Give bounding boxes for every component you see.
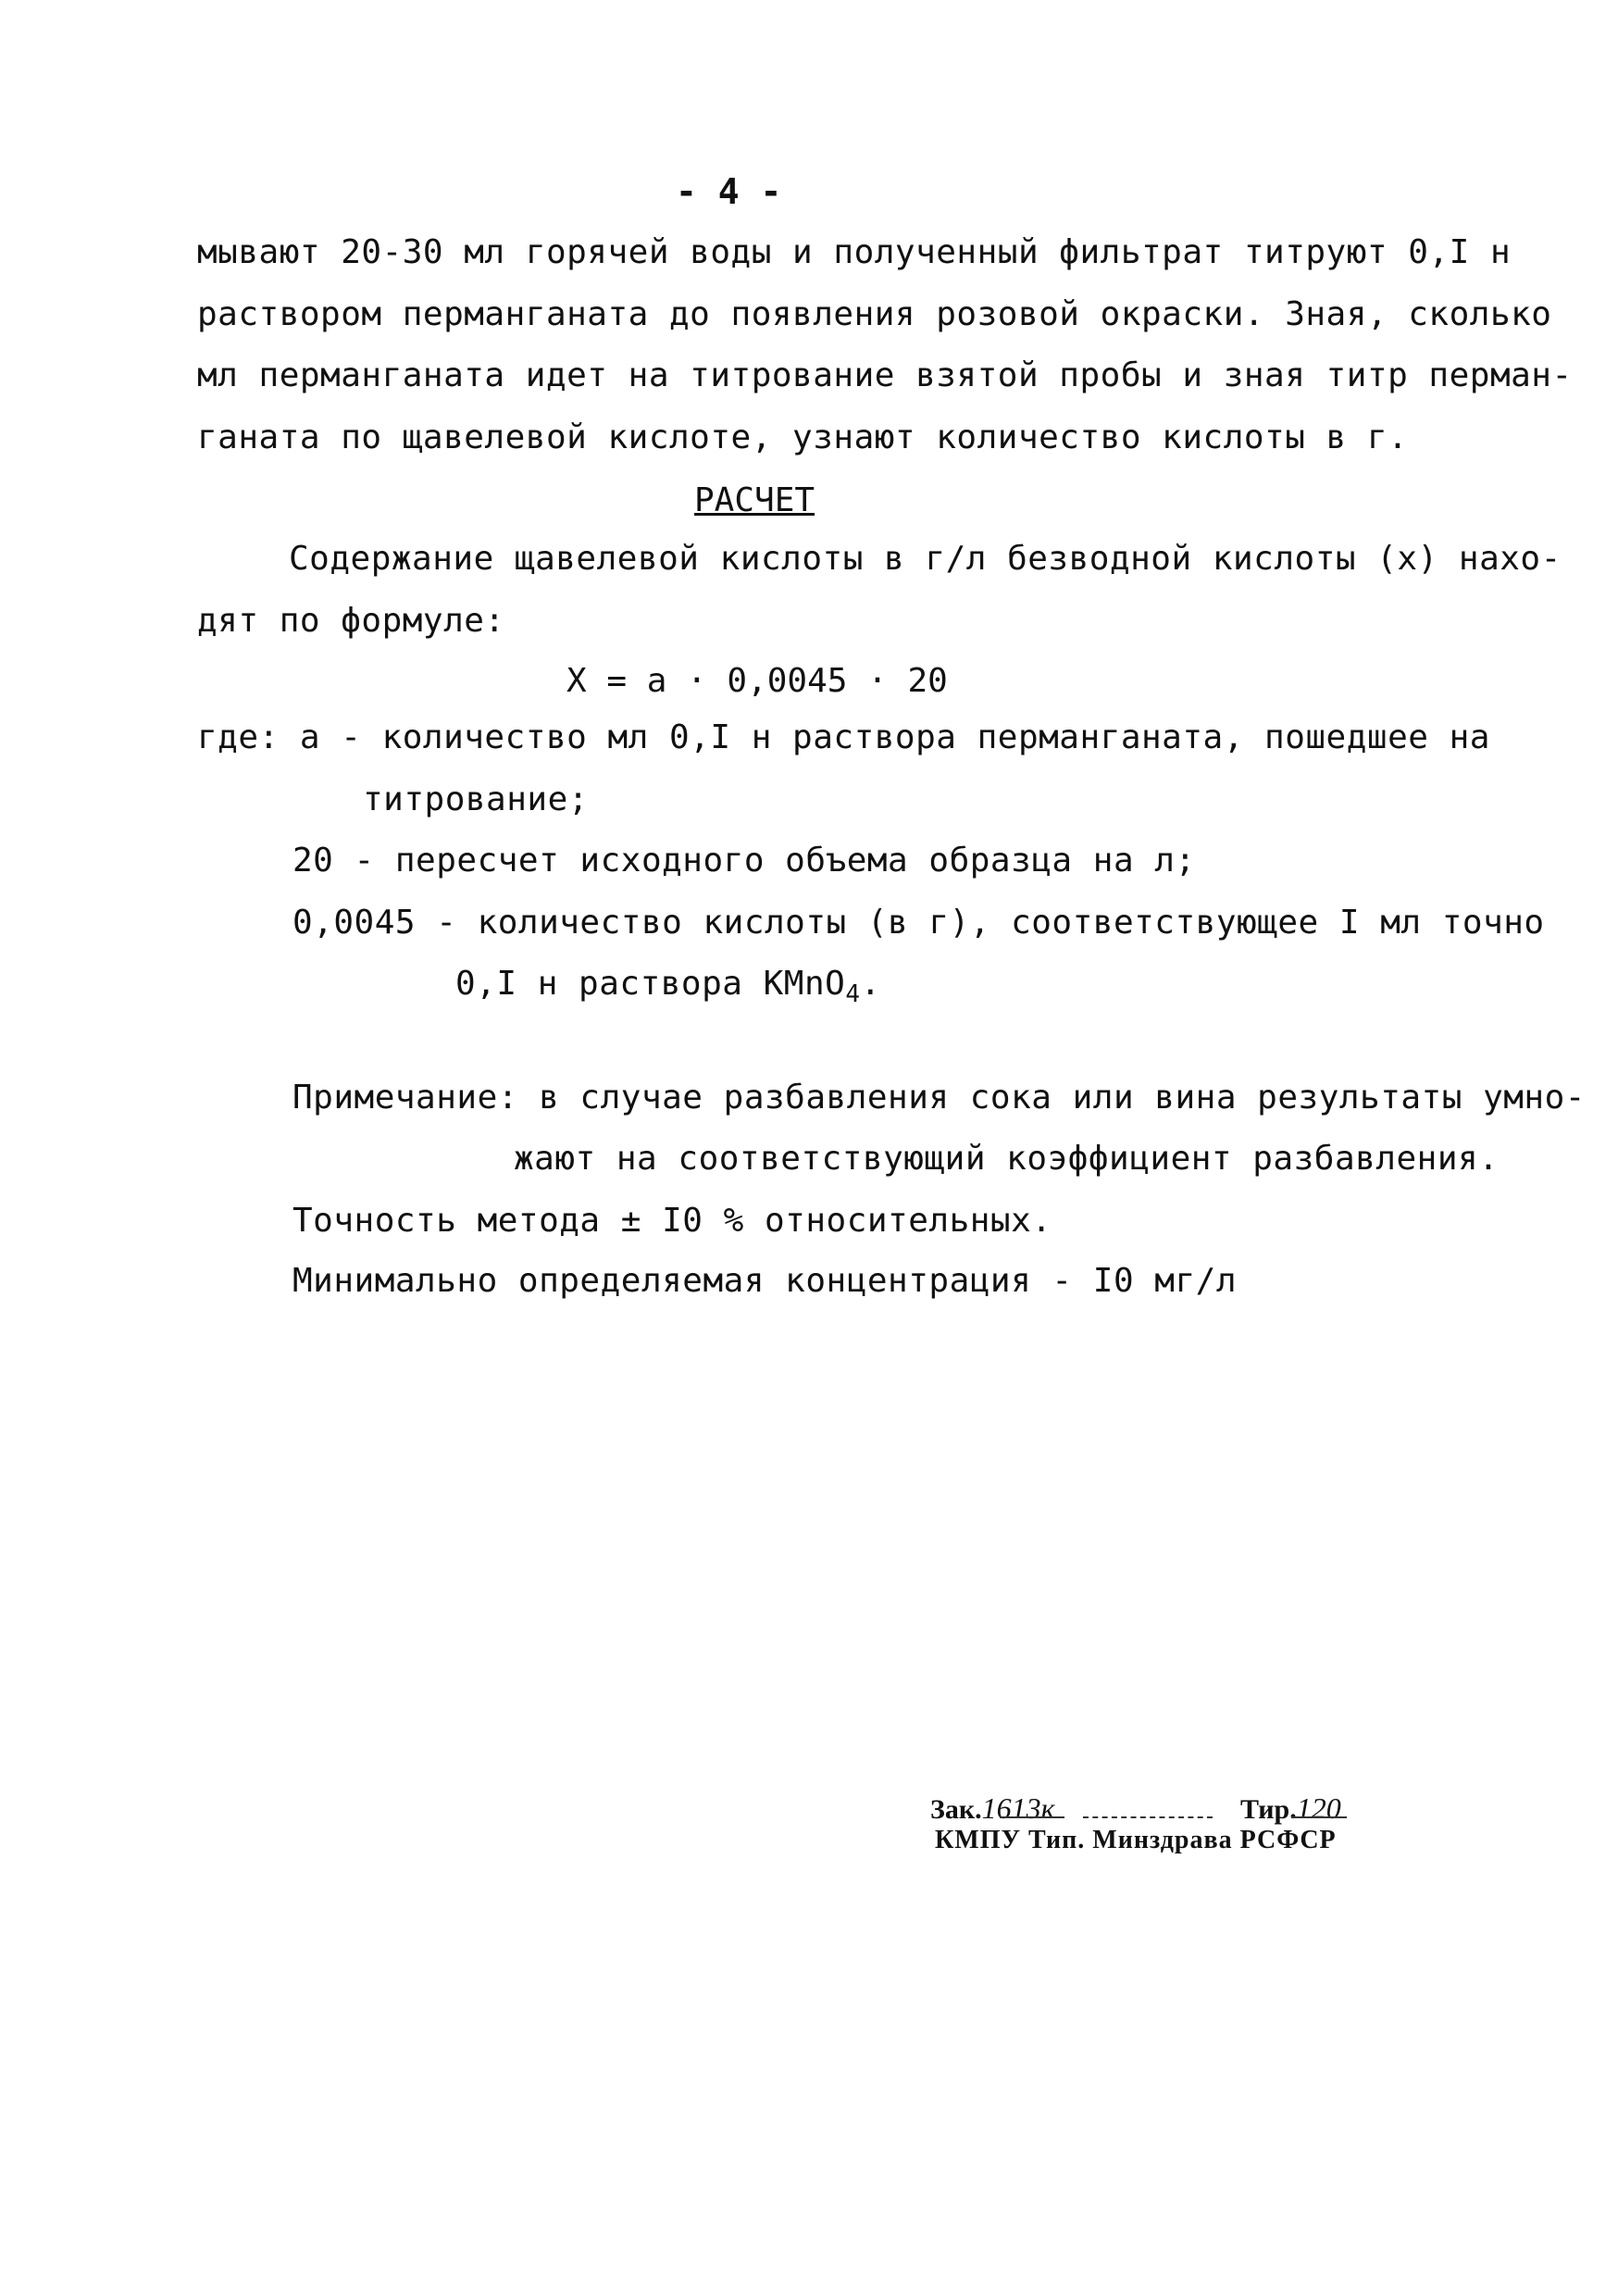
- paragraph1-line2: раствором перманганата до появления розовой окраски. Зная, сколько: [197, 295, 1552, 333]
- min-concentration-line: Минимально определяемая концентрация - I0 мг/л: [292, 1262, 1237, 1300]
- accuracy-line: Точность метода ± I0 % относительных.: [292, 1202, 1052, 1240]
- note-line1: Примечание: в случае разбавления сока или вина результаты умно-: [292, 1079, 1586, 1117]
- section-heading: РАСЧЕТ: [694, 481, 815, 519]
- footer-run-label: Тир.: [1240, 1794, 1297, 1825]
- footer-run: [1240, 1791, 1341, 1826]
- paragraph2-line1: Содержание щавелевой кислоты в г/л безводной кислоты (х) нахо-: [289, 540, 1562, 578]
- paragraph1-line4: ганата по щавелевой кислоте, узнают количество кислоты в г.: [197, 418, 1409, 456]
- footer-dash-line: [1083, 1816, 1213, 1818]
- page-number: - 4 -: [676, 171, 782, 212]
- paragraph1-line1: мывают 20-30 мл горячей воды и полученный фильтрат титруют 0,I н: [197, 233, 1512, 271]
- where-line2: титрование;: [363, 780, 589, 818]
- footer-run-value: 120: [1296, 1791, 1341, 1825]
- footer-order-label: Зак.: [930, 1794, 982, 1825]
- where-line5-text: 0,I н раствора КМnO: [455, 965, 846, 1003]
- where-line5: [455, 964, 881, 1008]
- where-line5-end: .: [860, 965, 881, 1003]
- footer-run-underline: [1291, 1816, 1347, 1818]
- where-line3: 20 - пересчет исходного объема образца на л;: [292, 842, 1196, 880]
- where-line1: где: а - количество мл 0,I н раствора перманганата, пошедшее на: [197, 718, 1490, 756]
- where-line4: 0,0045 - количество кислоты (в г), соответствующее I мл точно: [292, 904, 1545, 942]
- footer-printer: КМПУ Тип. Минздрава РСФСР: [935, 1826, 1337, 1854]
- footer-order-value: 1613к: [981, 1791, 1055, 1825]
- where-line5-subscript: 4: [845, 980, 861, 1008]
- footer-order-underline: [1000, 1816, 1064, 1818]
- note-line2: жают на соответствующий коэффициент разбавления.: [514, 1140, 1500, 1178]
- paragraph2-line2: дят по формуле:: [197, 602, 505, 640]
- footer-order: [930, 1791, 1055, 1826]
- formula: Х = а · 0,0045 · 20: [566, 662, 948, 700]
- paragraph1-line3: мл перманганата идет на титрование взятой пробы и зная титр перман-: [197, 356, 1573, 394]
